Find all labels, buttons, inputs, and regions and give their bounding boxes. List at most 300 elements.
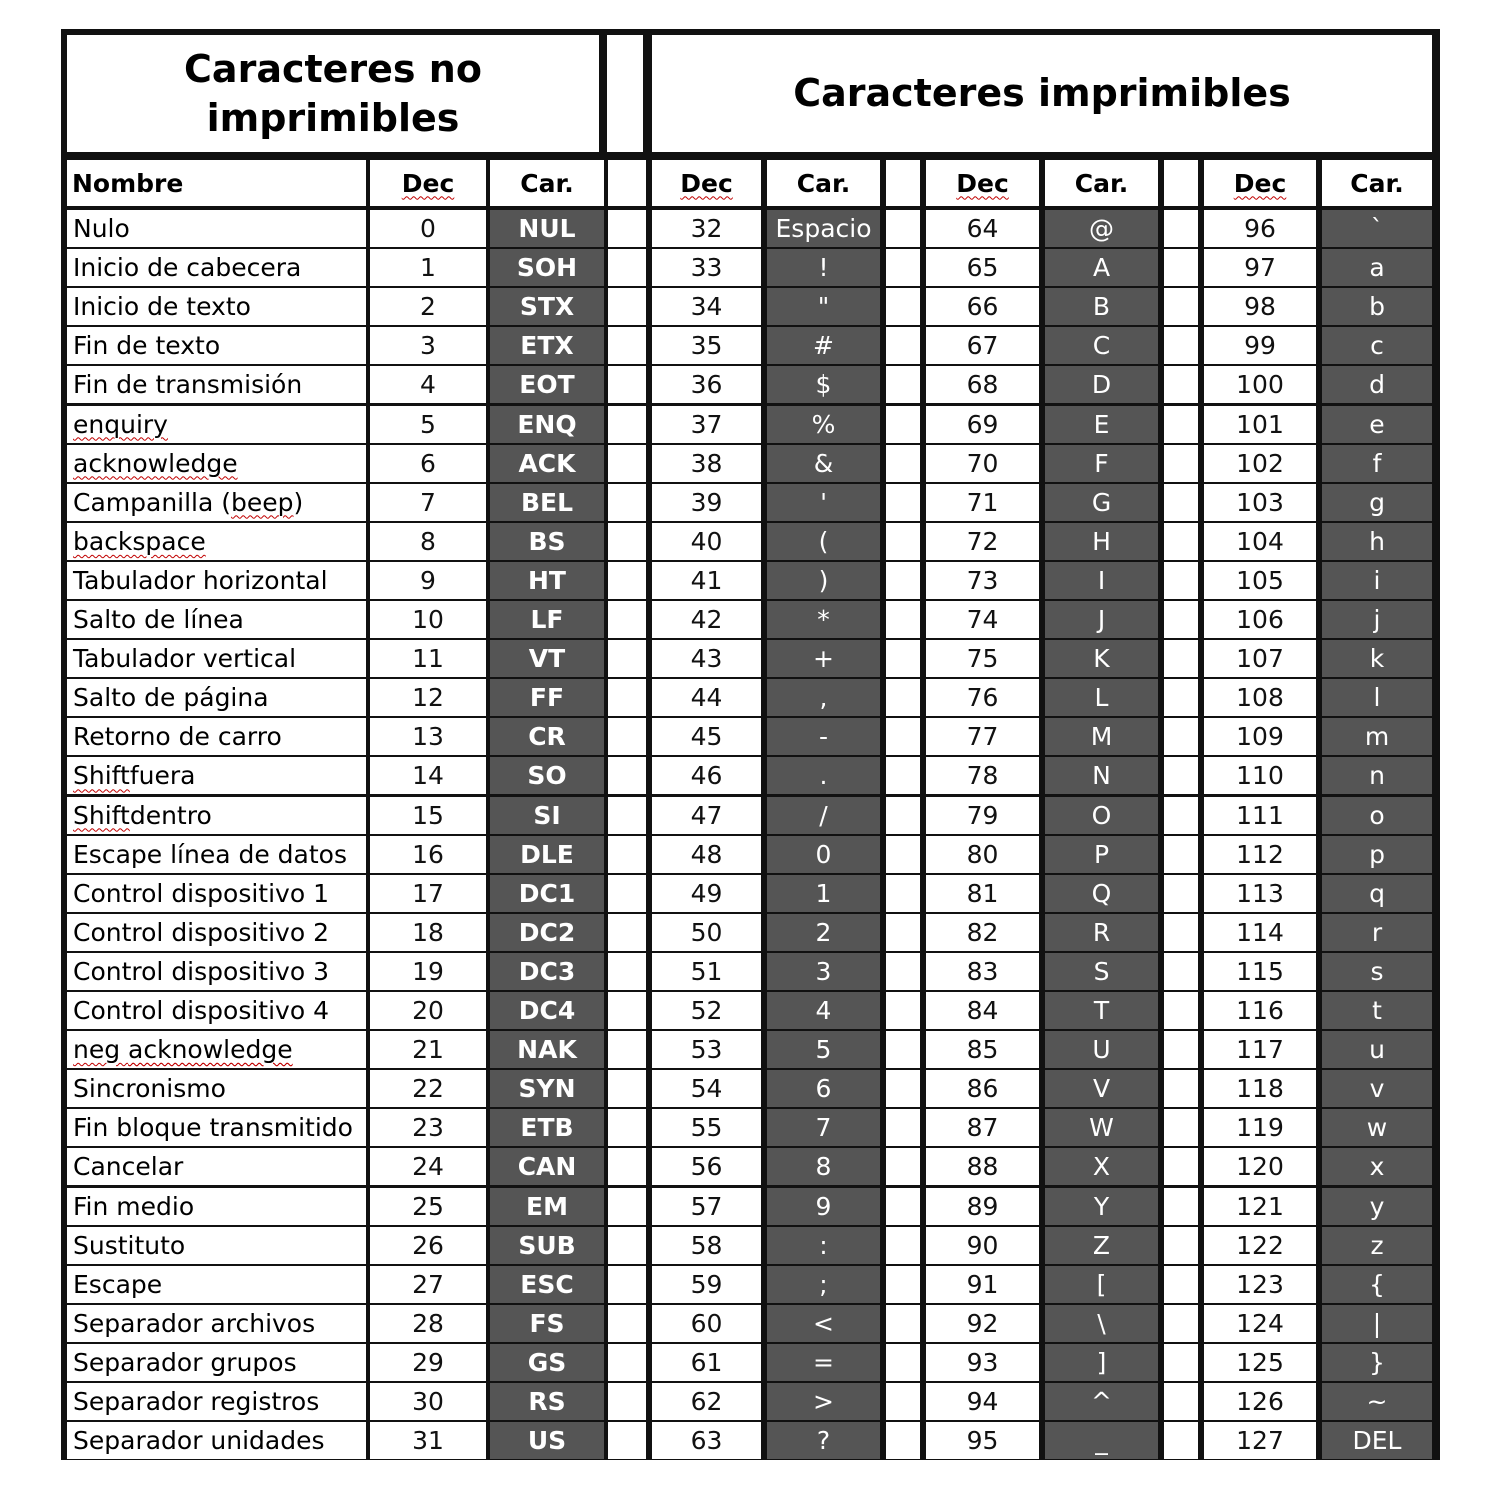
row-char: a [1322,249,1432,286]
row-name: Shift dentro [67,797,366,834]
row-dec: 62 [652,1383,761,1420]
column-gap [608,1227,646,1264]
row-char: % [767,406,880,443]
row-char: 4 [767,992,880,1029]
column-gap [886,1109,920,1146]
row-abbrev: DLE [490,836,604,873]
row-char: 1 [767,875,880,912]
row-dec: 56 [652,1148,761,1185]
row-abbrev: ETB [490,1109,604,1146]
row-dec: 43 [652,640,761,677]
row-abbrev: GS [490,1344,604,1381]
column-gap [608,445,646,482]
column-gap [1164,366,1198,403]
row-name: Salto de página [67,679,366,716]
row-dec: 28 [370,1305,486,1342]
row-dec: 11 [370,640,486,677]
row-abbrev: FF [490,679,604,716]
row-dec: 23 [370,1109,486,1146]
row-char: . [767,757,880,794]
row-abbrev: CAN [490,1148,604,1185]
row-dec: 40 [652,523,761,560]
row-dec: 118 [1204,1070,1316,1107]
column-gap [608,953,646,990]
column-gap [1164,210,1198,247]
column-header-car-label: Car. [1074,168,1129,198]
row-dec: 16 [370,836,486,873]
row-char: U [1045,1031,1158,1068]
row-abbrev: BEL [490,484,604,521]
column-header-car [490,160,604,206]
column-gap [1164,718,1198,755]
header-non-printable-line1: Caracteres no [184,46,482,91]
column-header-car [1045,160,1158,206]
column-gap [1164,160,1198,206]
column-gap [1164,445,1198,482]
row-dec: 2 [370,288,486,325]
row-dec: 77 [926,718,1039,755]
row-dec: 38 [652,445,761,482]
row-char: 3 [767,953,880,990]
row-abbrev: DC1 [490,875,604,912]
row-char: J [1045,601,1158,638]
row-dec: 54 [652,1070,761,1107]
column-gap [1164,953,1198,990]
column-gap [608,288,646,325]
row-name: Salto de línea [67,601,366,638]
row-dec: 79 [926,797,1039,834]
row-char: Z [1045,1227,1158,1264]
column-gap [886,836,920,873]
column-header-dec-label: Dec [1233,168,1287,198]
row-char: ! [767,249,880,286]
row-name: Control dispositivo 1 [67,875,366,912]
column-gap [1164,875,1198,912]
row-dec: 84 [926,992,1039,1029]
column-gap [886,1422,920,1459]
row-dec: 58 [652,1227,761,1264]
row-char: K [1045,640,1158,677]
row-char: o [1322,797,1432,834]
row-char: F [1045,445,1158,482]
header-non-printable [67,35,599,152]
row-dec: 126 [1204,1383,1316,1420]
row-name: Sincronismo [67,1070,366,1107]
row-char: > [767,1383,880,1420]
row-dec: 13 [370,718,486,755]
row-dec: 123 [1204,1266,1316,1303]
row-dec: 37 [652,406,761,443]
column-gap [608,160,646,206]
row-char: # [767,327,880,364]
row-name: Control dispositivo 2 [67,914,366,951]
row-char: v [1322,1070,1432,1107]
row-dec: 119 [1204,1109,1316,1146]
column-gap [608,836,646,873]
column-gap [608,210,646,247]
row-dec: 109 [1204,718,1316,755]
column-gap [886,875,920,912]
row-char: [ [1045,1266,1158,1303]
row-dec: 48 [652,836,761,873]
column-header-dec [926,160,1039,206]
row-dec: 25 [370,1188,486,1225]
row-name: Control dispositivo 3 [67,953,366,990]
row-dec: 63 [652,1422,761,1459]
column-gap [886,406,920,443]
column-gap [1164,562,1198,599]
row-dec: 69 [926,406,1039,443]
row-char: ; [767,1266,880,1303]
row-char: _ [1045,1422,1158,1459]
column-gap [608,406,646,443]
column-gap [886,484,920,521]
ascii-table [61,29,1440,1460]
row-dec: 113 [1204,875,1316,912]
row-dec: 45 [652,718,761,755]
row-abbrev: EOT [490,366,604,403]
row-dec: 22 [370,1070,486,1107]
row-char: 8 [767,1148,880,1185]
row-dec: 50 [652,914,761,951]
row-char: ] [1045,1344,1158,1381]
row-dec: 107 [1204,640,1316,677]
row-char: h [1322,523,1432,560]
row-char: C [1045,327,1158,364]
column-gap [1164,406,1198,443]
row-dec: 82 [926,914,1039,951]
header-separator [607,35,643,152]
column-gap [886,327,920,364]
column-gap [608,1031,646,1068]
column-header-dec-label: Dec [680,168,733,198]
column-gap [886,601,920,638]
row-dec: 75 [926,640,1039,677]
row-char: i [1322,562,1432,599]
row-char: ~ [1322,1383,1432,1420]
column-gap [608,1266,646,1303]
row-abbrev: NAK [490,1031,604,1068]
row-char: ` [1322,210,1432,247]
row-dec: 103 [1204,484,1316,521]
row-name: Separador registros [67,1383,366,1420]
row-abbrev: BS [490,523,604,560]
row-char: Y [1045,1188,1158,1225]
column-gap [608,327,646,364]
row-dec: 30 [370,1383,486,1420]
row-dec: 72 [926,523,1039,560]
row-dec: 94 [926,1383,1039,1420]
row-abbrev: LF [490,601,604,638]
row-dec: 41 [652,562,761,599]
row-char: " [767,288,880,325]
column-gap [608,1305,646,1342]
row-dec: 73 [926,562,1039,599]
column-gap [886,210,920,247]
row-dec: 112 [1204,836,1316,873]
row-dec: 85 [926,1031,1039,1068]
column-gap [1164,249,1198,286]
row-dec: 9 [370,562,486,599]
row-char: \ [1045,1305,1158,1342]
column-gap [608,1188,646,1225]
column-gap [1164,484,1198,521]
row-dec: 47 [652,797,761,834]
row-dec: 98 [1204,288,1316,325]
row-char: = [767,1344,880,1381]
row-abbrev: FS [490,1305,604,1342]
row-char: P [1045,836,1158,873]
row-dec: 61 [652,1344,761,1381]
row-dec: 33 [652,249,761,286]
row-dec: 70 [926,445,1039,482]
column-header-car [1322,160,1432,206]
column-gap [1164,640,1198,677]
row-dec: 8 [370,523,486,560]
row-dec: 18 [370,914,486,951]
row-dec: 89 [926,1188,1039,1225]
row-char: 9 [767,1188,880,1225]
row-abbrev: SO [490,757,604,794]
row-char: f [1322,445,1432,482]
row-dec: 122 [1204,1227,1316,1264]
row-dec: 4 [370,366,486,403]
column-header-name: Nombre [67,160,366,206]
row-char: @ [1045,210,1158,247]
row-char: & [767,445,880,482]
row-dec: 87 [926,1109,1039,1146]
column-gap [1164,327,1198,364]
row-dec: 29 [370,1344,486,1381]
row-dec: 91 [926,1266,1039,1303]
column-gap [1164,797,1198,834]
row-abbrev: DC2 [490,914,604,951]
column-gap [886,718,920,755]
row-char: ' [767,484,880,521]
row-char: j [1322,601,1432,638]
row-dec: 19 [370,953,486,990]
row-char: t [1322,992,1432,1029]
row-abbrev: HT [490,562,604,599]
row-char: q [1322,875,1432,912]
column-gap [608,757,646,794]
row-char: b [1322,288,1432,325]
column-gap [1164,1344,1198,1381]
row-char: A [1045,249,1158,286]
column-gap [1164,1188,1198,1225]
row-char: W [1045,1109,1158,1146]
row-dec: 64 [926,210,1039,247]
column-gap [886,914,920,951]
row-dec: 39 [652,484,761,521]
row-name: Campanilla ( beep ) [67,484,366,521]
row-dec: 7 [370,484,486,521]
header-printable: Caracteres imprimibles [652,35,1432,152]
row-abbrev: SYN [490,1070,604,1107]
row-char: H [1045,523,1158,560]
row-name: Nulo [67,210,366,247]
row-char: Espacio [767,210,880,247]
column-gap [1164,757,1198,794]
column-gap [608,562,646,599]
column-gap [1164,1031,1198,1068]
row-char: O [1045,797,1158,834]
row-dec: 117 [1204,1031,1316,1068]
row-name: Tabulador vertical [67,640,366,677]
row-dec: 106 [1204,601,1316,638]
column-header-dec-label: Dec [401,168,455,198]
row-char: M [1045,718,1158,755]
column-gap [886,992,920,1029]
row-char: E [1045,406,1158,443]
row-abbrev: DC4 [490,992,604,1029]
row-name: Control dispositivo 4 [67,992,366,1029]
row-dec: 1 [370,249,486,286]
column-header-car-label: Car. [796,168,851,198]
row-char: 7 [767,1109,880,1146]
row-dec: 35 [652,327,761,364]
column-gap [886,679,920,716]
row-dec: 92 [926,1305,1039,1342]
column-gap [886,640,920,677]
column-gap [886,288,920,325]
column-gap [886,366,920,403]
row-dec: 101 [1204,406,1316,443]
row-dec: 68 [926,366,1039,403]
column-gap [886,1266,920,1303]
row-dec: 27 [370,1266,486,1303]
row-abbrev: STX [490,288,604,325]
column-gap [608,366,646,403]
column-header-car [767,160,880,206]
row-char: p [1322,836,1432,873]
column-gap [886,562,920,599]
row-dec: 59 [652,1266,761,1303]
column-header-car-label: Car. [1350,168,1404,198]
row-char: u [1322,1031,1432,1068]
column-gap [886,757,920,794]
row-dec: 26 [370,1227,486,1264]
row-dec: 90 [926,1227,1039,1264]
row-dec: 127 [1204,1422,1316,1459]
row-dec: 100 [1204,366,1316,403]
column-gap [1164,1305,1198,1342]
row-char: { [1322,1266,1432,1303]
row-abbrev: SOH [490,249,604,286]
row-char: m [1322,718,1432,755]
row-char: T [1045,992,1158,1029]
row-dec: 96 [1204,210,1316,247]
row-dec: 66 [926,288,1039,325]
row-dec: 125 [1204,1344,1316,1381]
column-gap [608,249,646,286]
row-char: G [1045,484,1158,521]
column-gap [886,1070,920,1107]
column-gap [608,1383,646,1420]
row-char: R [1045,914,1158,951]
column-gap [1164,288,1198,325]
row-dec: 32 [652,210,761,247]
row-dec: 34 [652,288,761,325]
row-abbrev: NUL [490,210,604,247]
row-char: } [1322,1344,1432,1381]
column-gap [886,160,920,206]
row-dec: 86 [926,1070,1039,1107]
column-gap [608,875,646,912]
row-abbrev: DC3 [490,953,604,990]
column-gap [608,484,646,521]
row-dec: 15 [370,797,486,834]
column-gap [886,1305,920,1342]
row-dec: 81 [926,875,1039,912]
column-gap [608,1070,646,1107]
column-gap [1164,1148,1198,1185]
column-gap [886,1227,920,1264]
row-char: l [1322,679,1432,716]
row-dec: 97 [1204,249,1316,286]
row-char: ) [767,562,880,599]
row-char: ^ [1045,1383,1158,1420]
column-gap [1164,914,1198,951]
row-name: Fin de texto [67,327,366,364]
row-char: c [1322,327,1432,364]
row-dec: 10 [370,601,486,638]
row-dec: 74 [926,601,1039,638]
row-char: | [1322,1305,1432,1342]
row-dec: 78 [926,757,1039,794]
row-dec: 42 [652,601,761,638]
row-name: Inicio de texto [67,288,366,325]
row-name: Tabulador horizontal [67,562,366,599]
row-dec: 60 [652,1305,761,1342]
row-dec: 80 [926,836,1039,873]
row-char: S [1045,953,1158,990]
row-name: acknowledge [67,445,366,482]
row-char: I [1045,562,1158,599]
row-dec: 65 [926,249,1039,286]
row-dec: 17 [370,875,486,912]
column-gap [886,797,920,834]
row-char: V [1045,1070,1158,1107]
row-char: : [767,1227,880,1264]
row-char: w [1322,1109,1432,1146]
row-abbrev: SI [490,797,604,834]
row-dec: 51 [652,953,761,990]
row-dec: 83 [926,953,1039,990]
column-gap [1164,679,1198,716]
row-char: r [1322,914,1432,951]
row-char: d [1322,366,1432,403]
row-char: z [1322,1227,1432,1264]
row-dec: 24 [370,1148,486,1185]
row-dec: 55 [652,1109,761,1146]
row-name: enquiry [67,406,366,443]
column-gap [608,601,646,638]
row-dec: 110 [1204,757,1316,794]
row-char: y [1322,1188,1432,1225]
row-char: - [767,718,880,755]
row-dec: 6 [370,445,486,482]
row-dec: 108 [1204,679,1316,716]
column-gap [1164,1227,1198,1264]
column-header-dec [370,160,486,206]
column-gap [886,953,920,990]
row-dec: 88 [926,1148,1039,1185]
row-abbrev: US [490,1422,604,1459]
row-name: Fin medio [67,1188,366,1225]
row-char: x [1322,1148,1432,1185]
row-dec: 104 [1204,523,1316,560]
